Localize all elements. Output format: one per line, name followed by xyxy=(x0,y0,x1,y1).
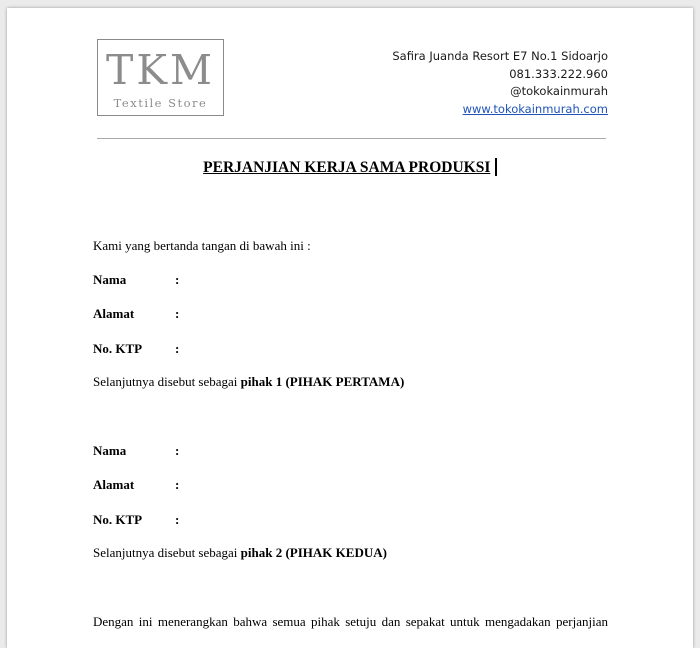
contact-social: @tokokainmurah xyxy=(510,84,608,98)
party1-ktp-row xyxy=(93,341,179,357)
title-text: PERJANJIAN KERJA SAMA PRODUKSI xyxy=(203,159,491,176)
ktp-label: No. KTP xyxy=(93,341,143,356)
designation-prefix: Selanjutnya disebut sebagai xyxy=(93,374,241,389)
closing-word: bahwa xyxy=(233,614,268,629)
party1-nama-row xyxy=(93,272,179,288)
alamat-label: Alamat xyxy=(93,306,135,321)
field-colon: : xyxy=(175,443,180,458)
header-divider xyxy=(97,138,606,139)
closing-word: Dengan xyxy=(93,614,134,629)
field-colon: : xyxy=(175,272,180,287)
party2-nama-row xyxy=(93,443,179,459)
text-cursor xyxy=(495,158,497,176)
contact-website-link[interactable]: www.tokokainmurah.com xyxy=(462,101,608,116)
contact-block xyxy=(392,48,608,118)
field-colon: : xyxy=(175,512,180,527)
logo-text: TKM xyxy=(106,46,215,94)
closing-word: setuju xyxy=(345,614,377,629)
nama-label: Nama xyxy=(93,443,127,458)
company-logo xyxy=(97,39,224,116)
closing-word: pihak xyxy=(311,614,340,629)
field-colon: : xyxy=(175,306,180,321)
logo-subtitle: Textile Store xyxy=(113,96,208,110)
designation-prefix: Selanjutnya disebut sebagai xyxy=(93,545,241,560)
document-title[interactable] xyxy=(7,158,693,177)
closing-word: menerangkan xyxy=(157,614,228,629)
nama-label: Nama xyxy=(93,272,127,287)
designation-party: pihak 1 (PIHAK PERTAMA) xyxy=(240,374,405,389)
document-page xyxy=(7,8,693,648)
closing-word: dan xyxy=(381,614,401,629)
ktp-label: No. KTP xyxy=(93,512,143,527)
party1-alamat-row xyxy=(93,306,179,322)
closing-word: ini xyxy=(138,614,153,629)
party2-alamat-row xyxy=(93,477,179,493)
closing-word: untuk xyxy=(450,614,480,629)
party2-designation xyxy=(93,545,387,561)
closing-word: mengadakan xyxy=(484,614,551,629)
designation-party: pihak 2 (PIHAK KEDUA) xyxy=(240,545,387,560)
party2-ktp-row xyxy=(93,512,179,528)
field-colon: : xyxy=(175,477,180,492)
contact-phone: 081.333.222.960 xyxy=(509,66,608,81)
closing-word: sepakat xyxy=(405,614,445,629)
party1-designation xyxy=(93,374,404,390)
closing-paragraph xyxy=(93,614,608,630)
closing-word: perjanjian xyxy=(556,614,608,629)
closing-word: semua xyxy=(272,614,306,629)
alamat-label: Alamat xyxy=(93,477,135,492)
intro-text: Kami yang bertanda tangan di bawah ini : xyxy=(93,238,311,253)
contact-address: Safira Juanda Resort E7 No.1 Sidoarjo xyxy=(392,49,608,63)
field-colon: : xyxy=(175,341,180,356)
